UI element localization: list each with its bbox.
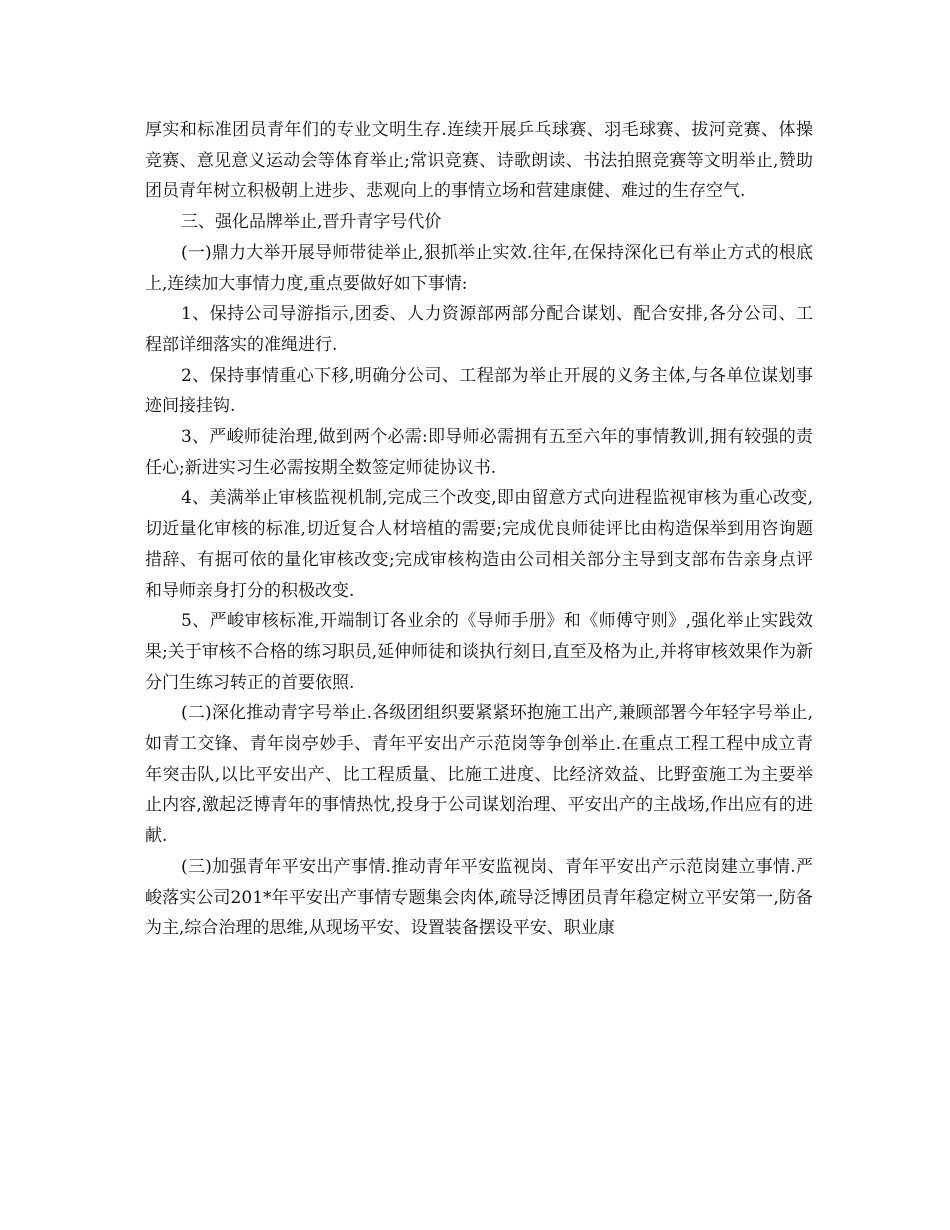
list-item-5: 5、严峻审核标准,开端制订各业余的《导师手册》和《师傅守则》,强化举止实践效果;关于审核不合格的练习职员,延伸师徒和谈执行刻日,直至及格为止,并将审核效果作为新分门生练习转正的首要依照.	[145, 611, 813, 693]
list-item-2: 2、保持事情重心下移,明确分公司、工程部为举止开展的义务主体,与各单位谋划事迹间接挂钩.	[145, 365, 813, 417]
list-item-1: 1、保持公司导游指示,团委、人力资源部两部分配合谋划、配合安排,各分公司、工程部详细落实的准绳进行.	[145, 304, 813, 355]
paragraph-continued: 厚实和标准团员青年们的专业文明生存.连续开展乒乓球赛、羽毛球赛、拔河竞赛、体操竞赛、意见意义运动会等体育举止;常识竞赛、诗歌朗读、书法拍照竞赛等文明举止,赞助团员青年树立积极朝上进步、悲观向上的事情立场和营建康健、难过的生存空气.	[145, 120, 813, 202]
document-page	[145, 115, 813, 944]
section-heading-3: 三、强化品牌举止,晋升青字号代价	[181, 212, 442, 233]
subsection-3-paragraph: (三)加强青年平安出产事情.推动青年平安监视岗、青年平安出产示范岗建立事情.严峻落实公司201*年平安出产事情专题集会肉体,疏导泛博团员青年稳定树立平安第一,防备为主,综合治理的思维,从现场平安、设置装备摆设平安、职业康	[145, 856, 813, 939]
subsection-2-paragraph: (二)深化推动青字号举止.各级团组织要紧紧环抱施工出产,兼顾部署今年轻字号举止,如青工交锋、青年岗亭妙手、青年平安出产示范岗等争创举止.在重点工程工程中成立青年突击队,以比平安出产、比工程质量、比施工进度、比经济效益、比野蛮施工为主要举止内容,激起泛博青年的事情热忱,投身于公司谋划治理、平安出产的主战场,作出应有的进献.	[145, 703, 813, 847]
subsection-1-paragraph: (一)鼎力大举开展导师带徒举止,狠抓举止实效.往年,在保持深化已有举止方式的根底上,连续加大事情力度,重点要做好如下事情:	[145, 242, 813, 294]
list-item-4: 4、美满举止审核监视机制,完成三个改变,即由留意方式向进程监视审核为重心改变,切近量化审核的标准,切近复合人材培植的需要;完成优良师徒评比由构造保举到用咨询题措辞、有据可依的量化审核改变;完成审核构造由公司相关部分主导到支部布告亲身点评和导师亲身打分的积极改变.	[145, 488, 813, 601]
list-item-3: 3、严峻师徒治理,做到两个必需:即导师必需拥有五至六年的事情教训,拥有较强的责任心;新进实习生必需按期全数签定师徒协议书.	[145, 427, 813, 478]
